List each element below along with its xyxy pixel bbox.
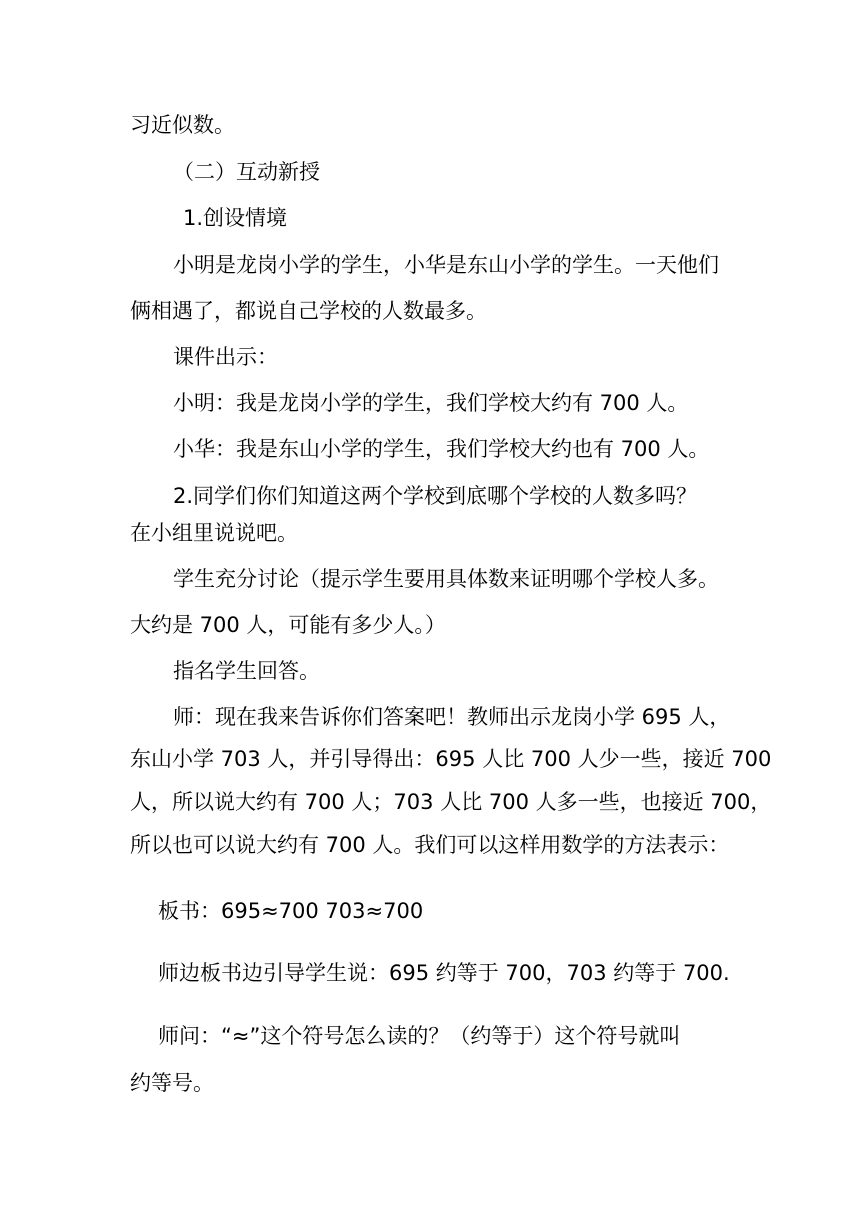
text-line: 人，所以说大约有 700 人；703 人比 700 人多一些，也接近 700， [130, 790, 772, 814]
subsection-heading: 1.创设情境 [183, 206, 288, 230]
text-line: 师边板书边引导学生说：695 约等于 700，703 约等于 700. [158, 961, 730, 985]
text-line: 小明：我是龙岗小学的学生，我们学校大约有 700 人。 [173, 391, 689, 415]
text-line: 小明是龙岗小学的学生，小华是东山小学的学生。一天他们 [173, 253, 719, 277]
text-line: 师：现在我来告诉你们答案吧！教师出示龙岗小学 695 人， [173, 705, 731, 729]
text-line: 大约是 700 人，可能有多少人。） [130, 613, 446, 637]
text-line: 学生充分讨论（提示学生要用具体数来证明哪个学校人多。 [173, 567, 719, 591]
text-line: 师问：“≈”这个符号怎么读的？（约等于）这个符号就叫 [158, 1024, 681, 1048]
text-line: 俩相遇了，都说自己学校的人数最多。 [130, 299, 487, 323]
text-line: 东山小学 703 人，并引导得出：695 人比 700 人少一些，接近 700 [130, 747, 772, 771]
text-line: 课件出示： [173, 345, 278, 369]
text-line: 在小组里说说吧。 [130, 521, 298, 545]
text-line: 所以也可以说大约有 700 人。我们可以这样用数学的方法表示： [130, 833, 730, 857]
section-heading: （二）互动新授 [173, 160, 320, 184]
text-line: 2.同学们你们知道这两个学校到底哪个学校的人数多吗？ [173, 484, 698, 508]
board-writing-line: 板书：695≈700 703≈700 [158, 899, 424, 923]
text-line: 习近似数。 [130, 113, 235, 137]
text-line: 约等号。 [130, 1071, 214, 1095]
text-line: 指名学生回答。 [173, 659, 320, 683]
text-line: 小华：我是东山小学的学生，我们学校大约也有 700 人。 [173, 437, 710, 461]
